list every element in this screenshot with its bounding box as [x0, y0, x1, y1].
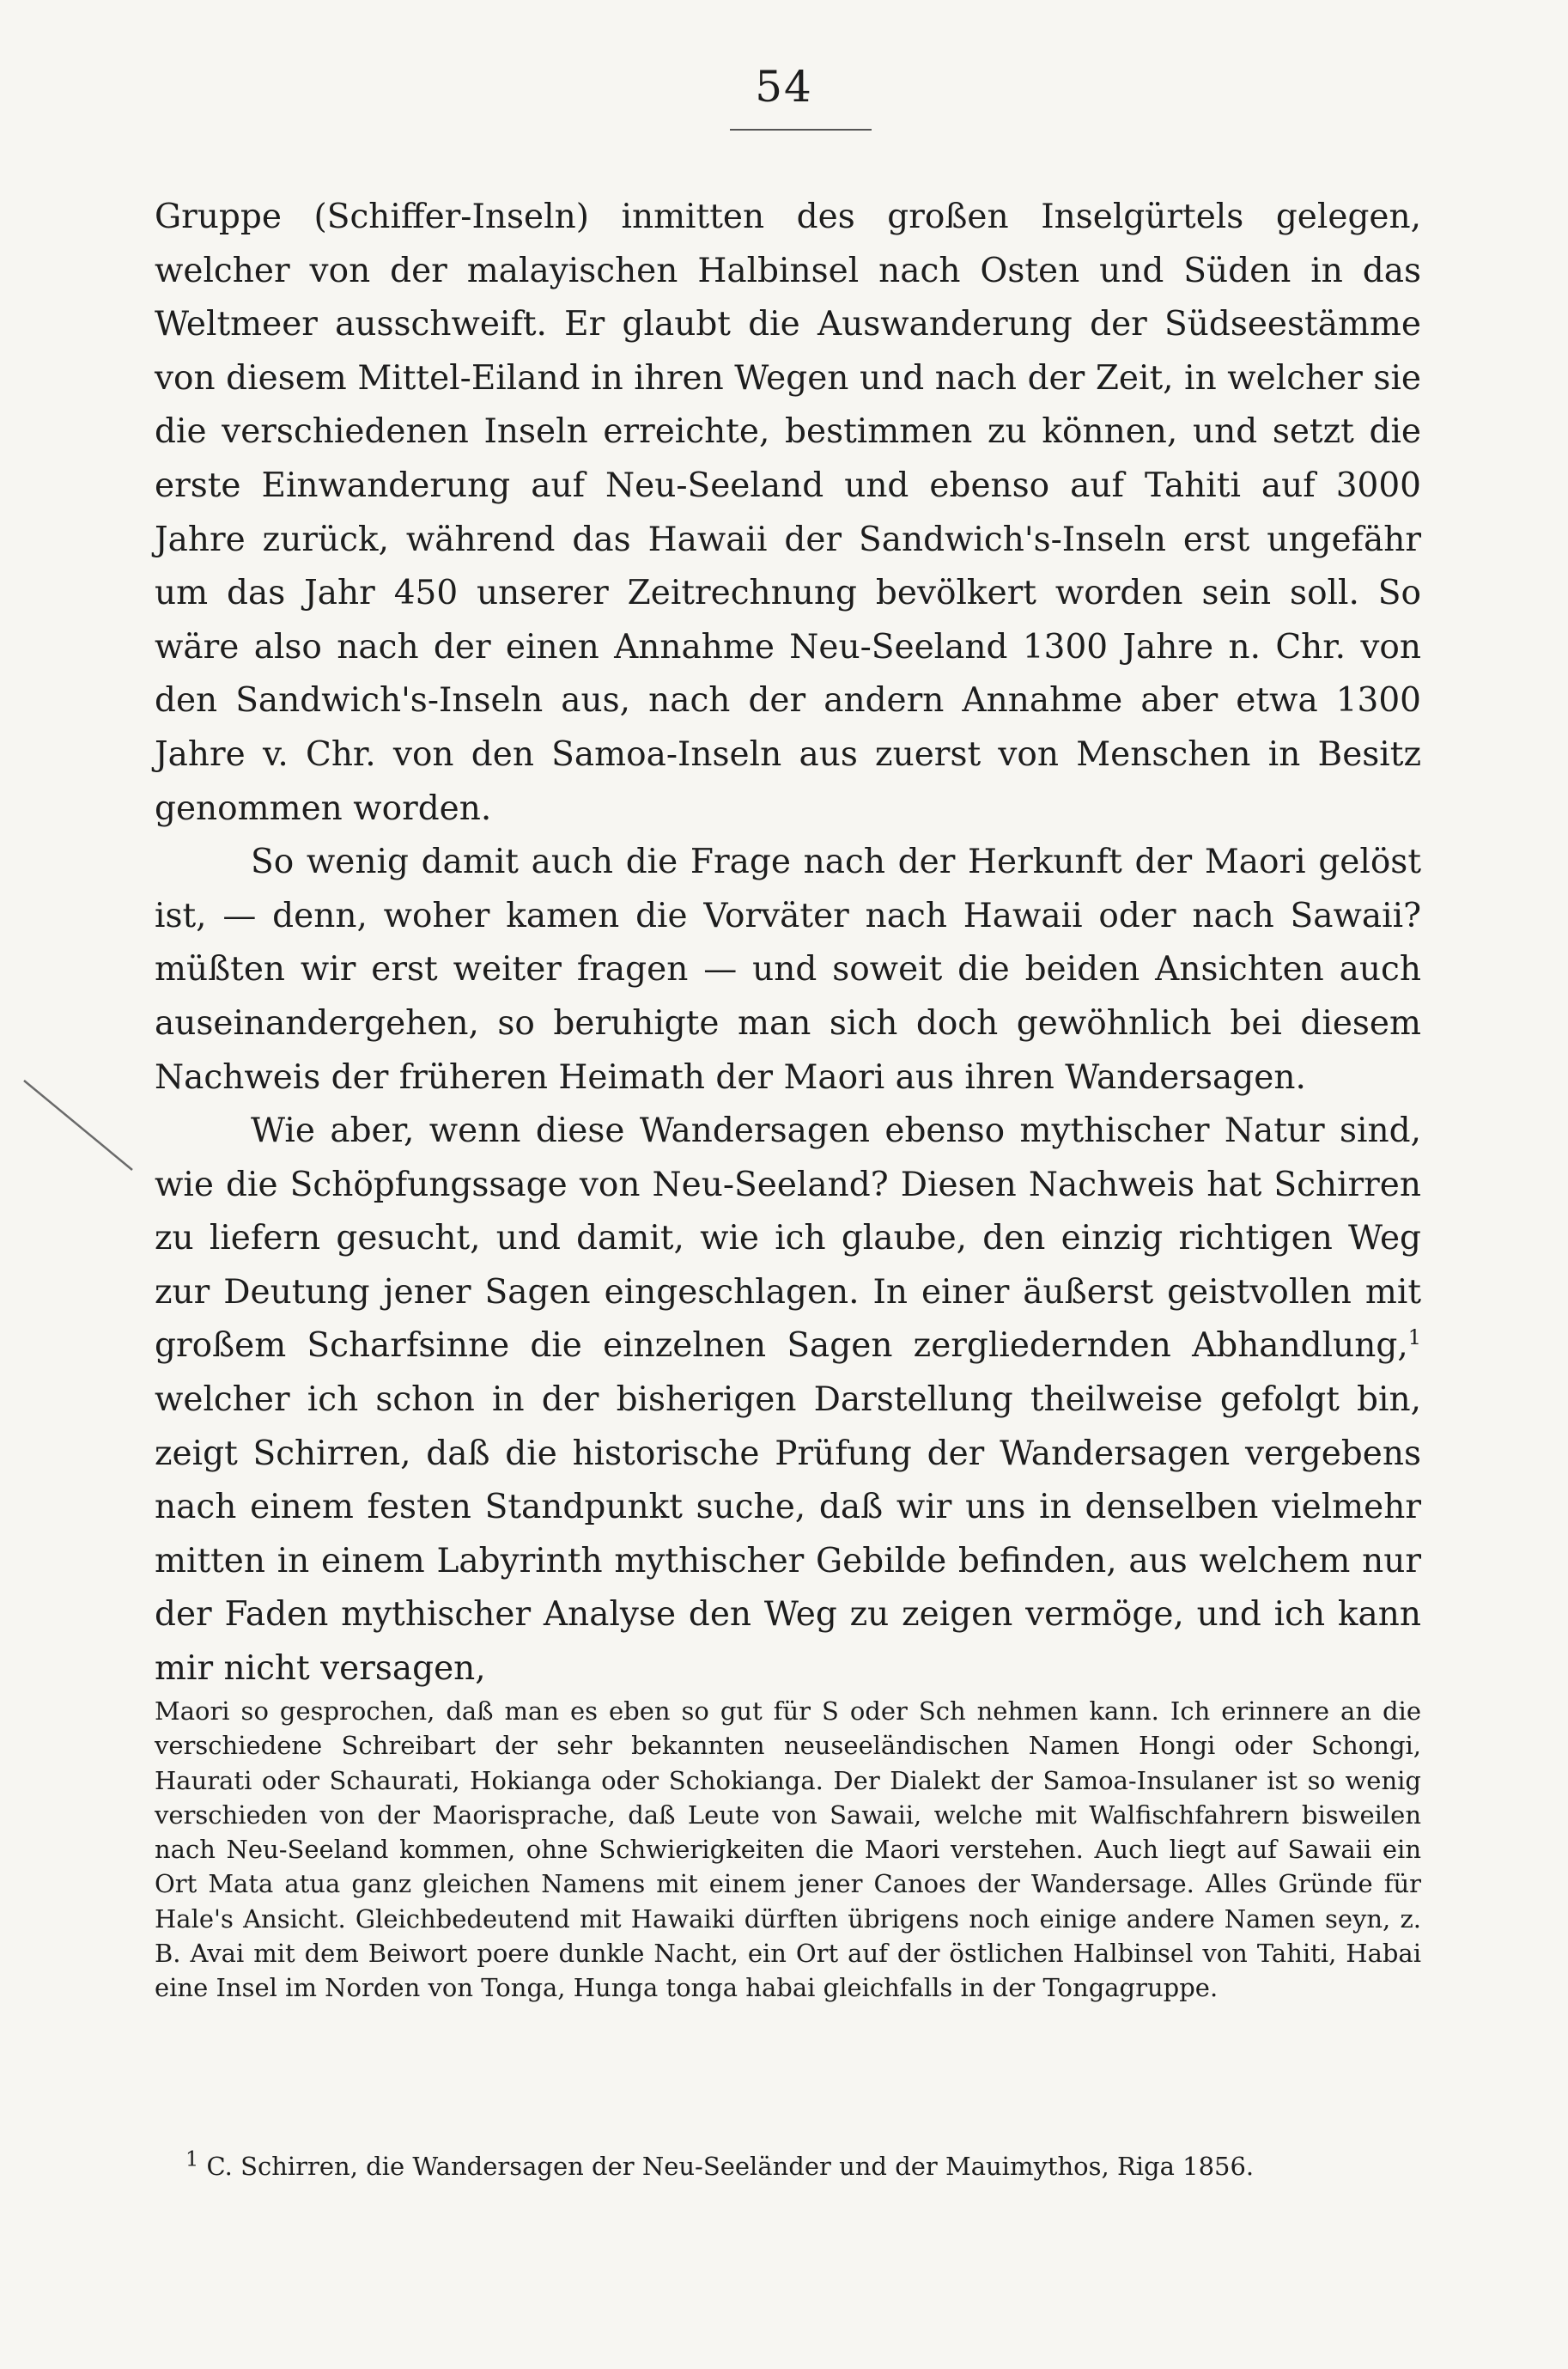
page-number: 54 — [755, 62, 813, 112]
footnote-1-text: C. Schirren, die Wandersagen der Neu-Seeländer und der Mauimythos, Riga 1856. — [198, 2152, 1255, 2181]
paragraph-2: So wenig damit auch die Frage nach der Herkunft der Maori gelöst ist, — denn, woher kamen die Vorväter nach Hawaii oder nach Sawaii? müßten wir erst weiter fragen — und soweit die beiden Ansichten auch auseinandergehen, so beruhigte man sich doch gewöhnlich bei diesem Nachweis der früheren Heimath der Maori aus ihren Wandersagen. — [155, 843, 1421, 1097]
footnote-continuation: Maori so gesprochen, daß man es eben so gut für S oder Sch nehmen kann. Ich erinnere an die verschiedene Schreibart der sehr bekannten neuseeländischen Namen Hongi oder Schongi, Haurati oder Schaurati, Hokianga oder Schokianga. Der Dialekt der Samoa-Insulaner ist so wenig verschieden von der Maorisprache, daß Leute von Sawaii, welche mit Walfischfahrern bisweilen nach Neu-Seeland kommen, ohne Schwierigkeiten die Maori verstehen. Auch liegt auf Sawaii ein Ort Mata atua ganz gleichen Namens mit einem jener Canoes der Wandersage. Alles Gründe für Hale's Ansicht. Gleichbedeutend mit Hawaiki dürften übrigens noch einige andere Namen seyn, z. B. Avai mit dem Beiwort poere dunkle Nacht, ein Ort auf der östlichen Halbinsel von Tahiti, Habai eine Insel im Norden von Tonga, Hunga tonga habai gleichfalls in der Tongagruppe. — [155, 1696, 1421, 2003]
paragraph-3-text-a: Wie aber, wenn diese Wandersagen ebenso mythischer Natur sind, wie die Schöpfungssage von Neu-Seeland? Diesen Nachweis hat Schirren zu liefern gesucht, und damit, wie ich glaube, den einzig richtigen Weg zur Deutung jener Sagen eingeschlagen. In einer äußerst geistvollen mit großem Scharfsinne die einzelnen Sagen zergliedernden Abhandlung, — [155, 1111, 1421, 1366]
footnote-1-marker: 1 — [185, 2147, 199, 2171]
main-text — [155, 191, 1421, 1696]
footnote-reference: 1 — [1407, 1325, 1421, 1350]
paragraph-3 — [155, 1105, 1421, 1696]
header-rule — [730, 129, 872, 131]
paragraph-3-text-b: welcher ich schon in der bisherigen Darstellung theilweise gefolgt bin, zeigt Schirren, daß die historische Prüfung der Wandersagen vergebens nach einem festen Standpunkt suche, daß wir uns in denselben vielmehr mitten in einem Labyrinth mythischer Gebilde befinden, aus welchem nur der Faden mythischer Analyse den Weg zu zeigen vermöge, und ich kann mir nicht versagen, — [155, 1380, 1421, 1689]
margin-pencil-mark — [19, 1074, 139, 1194]
paragraph-1: Gruppe (Schiffer-Inseln) inmitten des großen Inselgürtels gelegen, welcher von der malayischen Halbinsel nach Osten und Süden in das Weltmeer ausschweift. Er glaubt die Auswanderung der Südseestämme von diesem Mittel-Eiland in ihren Wegen und nach der Zeit, in welcher sie die verschiedenen Inseln erreichte, bestimmen zu können, und setzt die erste Einwanderung auf Neu-Seeland und ebenso auf Tahiti auf 3000 Jahre zurück, während das Hawaii der Sandwich's-Inseln erst ungefähr um das Jahr 450 unserer Zeitrechnung bevölkert worden sein soll. So wäre also nach der einen Annahme Neu-Seeland 1300 Jahre n. Chr. von den Sandwich's-Inseln aus, nach der andern Annahme aber etwa 1300 Jahre v. Chr. von den Samoa-Inseln aus zuerst von Menschen in Besitz genommen worden. — [155, 198, 1421, 828]
footnote-1 — [155, 2149, 1421, 2183]
